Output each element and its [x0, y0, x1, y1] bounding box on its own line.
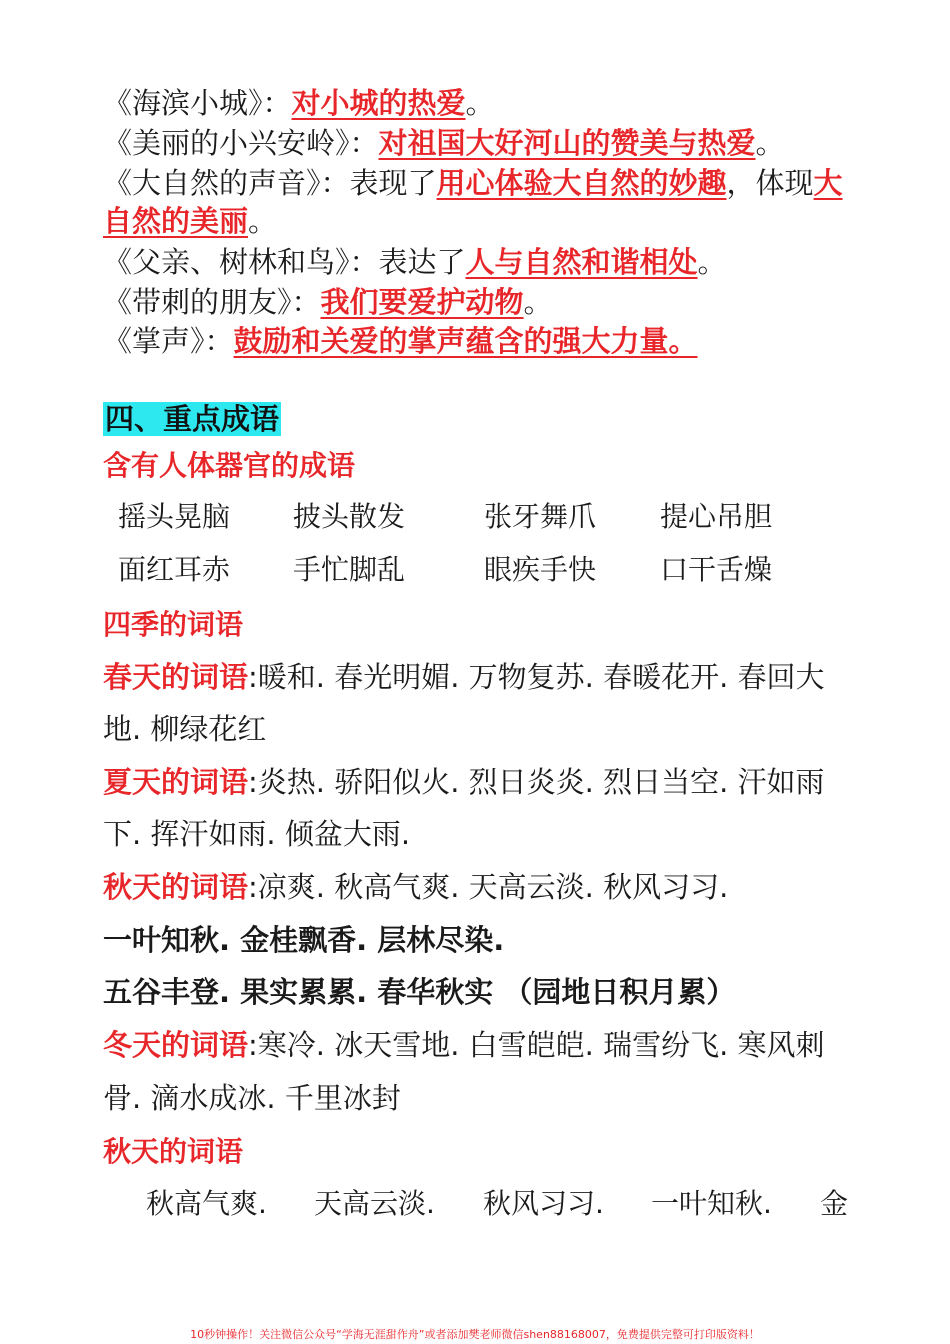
season-words: 地. 柳绿花红	[103, 712, 267, 746]
season-label: 冬天的词语	[103, 1028, 249, 1062]
autumn-word: 一叶知秋.	[651, 1187, 772, 1220]
lesson-line-3	[103, 164, 843, 202]
season-label: 春天的词语	[103, 660, 249, 694]
season-words: 五谷丰登. 果实累累. 春华秋实 （园地日积月累）	[103, 975, 736, 1009]
season-words: :寒冷. 冰天雪地. 白雪皑皑. 瑞雪纷飞. 寒风刺	[248, 1028, 825, 1062]
lesson-line-3-cont	[103, 202, 277, 240]
lesson-end: 。	[523, 285, 553, 319]
lesson-title: 《带刺的朋友》：	[103, 285, 321, 319]
autumn-word: 金	[820, 1187, 849, 1220]
lesson-theme-2-cont: 自然的美丽	[103, 204, 249, 238]
spring-line-2	[103, 710, 266, 748]
season-words: :凉爽. 秋高气爽. 天高云淡. 秋风习习.	[248, 870, 729, 904]
lesson-mid: ，体现	[726, 166, 814, 200]
season-words: :暖和. 春光明媚. 万物复苏. 春暖花开. 春回大	[248, 660, 825, 694]
spring-line-1	[103, 658, 825, 696]
idiom-cell: 张牙舞爪	[484, 500, 597, 533]
subheading-text: 四季的词语	[103, 608, 244, 641]
subheading-text: 含有人体器官的成语	[103, 449, 356, 482]
lesson-theme: 鼓励和关爱的掌声蕴含的强大力量。	[233, 324, 698, 358]
idiom-cell: 摇头晃脑	[118, 500, 231, 533]
season-words: :炎热. 骄阳似火. 烈日炎炎. 烈日当空. 汗如雨	[248, 765, 825, 799]
autumn-word: 秋高气爽.	[146, 1187, 267, 1220]
subheading-body-organs	[103, 446, 355, 485]
lesson-theme-2: 大	[813, 166, 843, 200]
lesson-title: 《掌声》：	[103, 324, 234, 358]
section-heading-text: 四、重点成语	[105, 402, 280, 436]
winter-line-2	[103, 1079, 401, 1117]
lesson-line-5	[103, 283, 553, 321]
subheading-seasons	[103, 605, 243, 644]
autumn-word: 秋风习习.	[483, 1187, 604, 1220]
lesson-title: 《美丽的小兴安岭》：	[103, 126, 379, 160]
idiom-cell: 口干舌燥	[660, 553, 773, 586]
season-words: 骨. 滴水成冰. 千里冰封	[103, 1081, 401, 1115]
lesson-theme: 用心体验大自然的妙趣	[436, 166, 727, 200]
winter-line-1	[103, 1026, 825, 1064]
lesson-title: 《父亲、树林和鸟》：表达了	[103, 245, 466, 279]
autumn-line-1	[103, 868, 728, 906]
lesson-theme: 对小城的热爱	[291, 86, 466, 120]
idiom-cell: 手忙脚乱	[293, 553, 406, 586]
lesson-title: 《海滨小城》：	[103, 86, 292, 120]
footer-note: 10秒钟操作！关注微信公众号“学海无涯甜作舟”或者添加樊老师微信shen88168007，免费提供完整可打印版资料！	[190, 1328, 760, 1341]
lesson-theme: 我们要爱护动物	[320, 285, 524, 319]
subheading-text: 秋天的词语	[103, 1135, 244, 1168]
idiom-cell: 眼疾手快	[484, 553, 597, 586]
lesson-line-2	[103, 124, 785, 162]
subheading-autumn	[103, 1132, 243, 1171]
lesson-line-1	[103, 84, 495, 122]
lesson-end: 。	[248, 204, 278, 238]
lesson-line-4	[103, 243, 727, 281]
season-label: 秋天的词语	[103, 870, 249, 904]
lesson-theme: 对祖国大好河山的赞美与热爱	[378, 126, 756, 160]
autumn-line-3	[103, 973, 735, 1011]
season-label: 夏天的词语	[103, 765, 249, 799]
section-heading	[103, 400, 281, 438]
autumn-word: 天高云淡.	[314, 1187, 435, 1220]
lesson-end: 。	[755, 126, 785, 160]
summer-line-2	[103, 815, 410, 853]
lesson-end: 。	[465, 86, 495, 120]
idiom-cell: 提心吊胆	[660, 500, 773, 533]
season-words: 下. 挥汗如雨. 倾盆大雨.	[103, 817, 411, 851]
autumn-line-2	[103, 921, 504, 959]
idiom-cell: 面红耳赤	[118, 553, 231, 586]
summer-line-1	[103, 763, 825, 801]
lesson-theme: 人与自然和谐相处	[465, 245, 698, 279]
lesson-title: 《大自然的声音》：表现了	[103, 166, 437, 200]
season-words: 一叶知秋. 金桂飘香. 层林尽染.	[103, 923, 505, 957]
lesson-end: 。	[697, 245, 727, 279]
lesson-line-6	[103, 322, 698, 360]
idiom-cell: 披头散发	[293, 500, 406, 533]
